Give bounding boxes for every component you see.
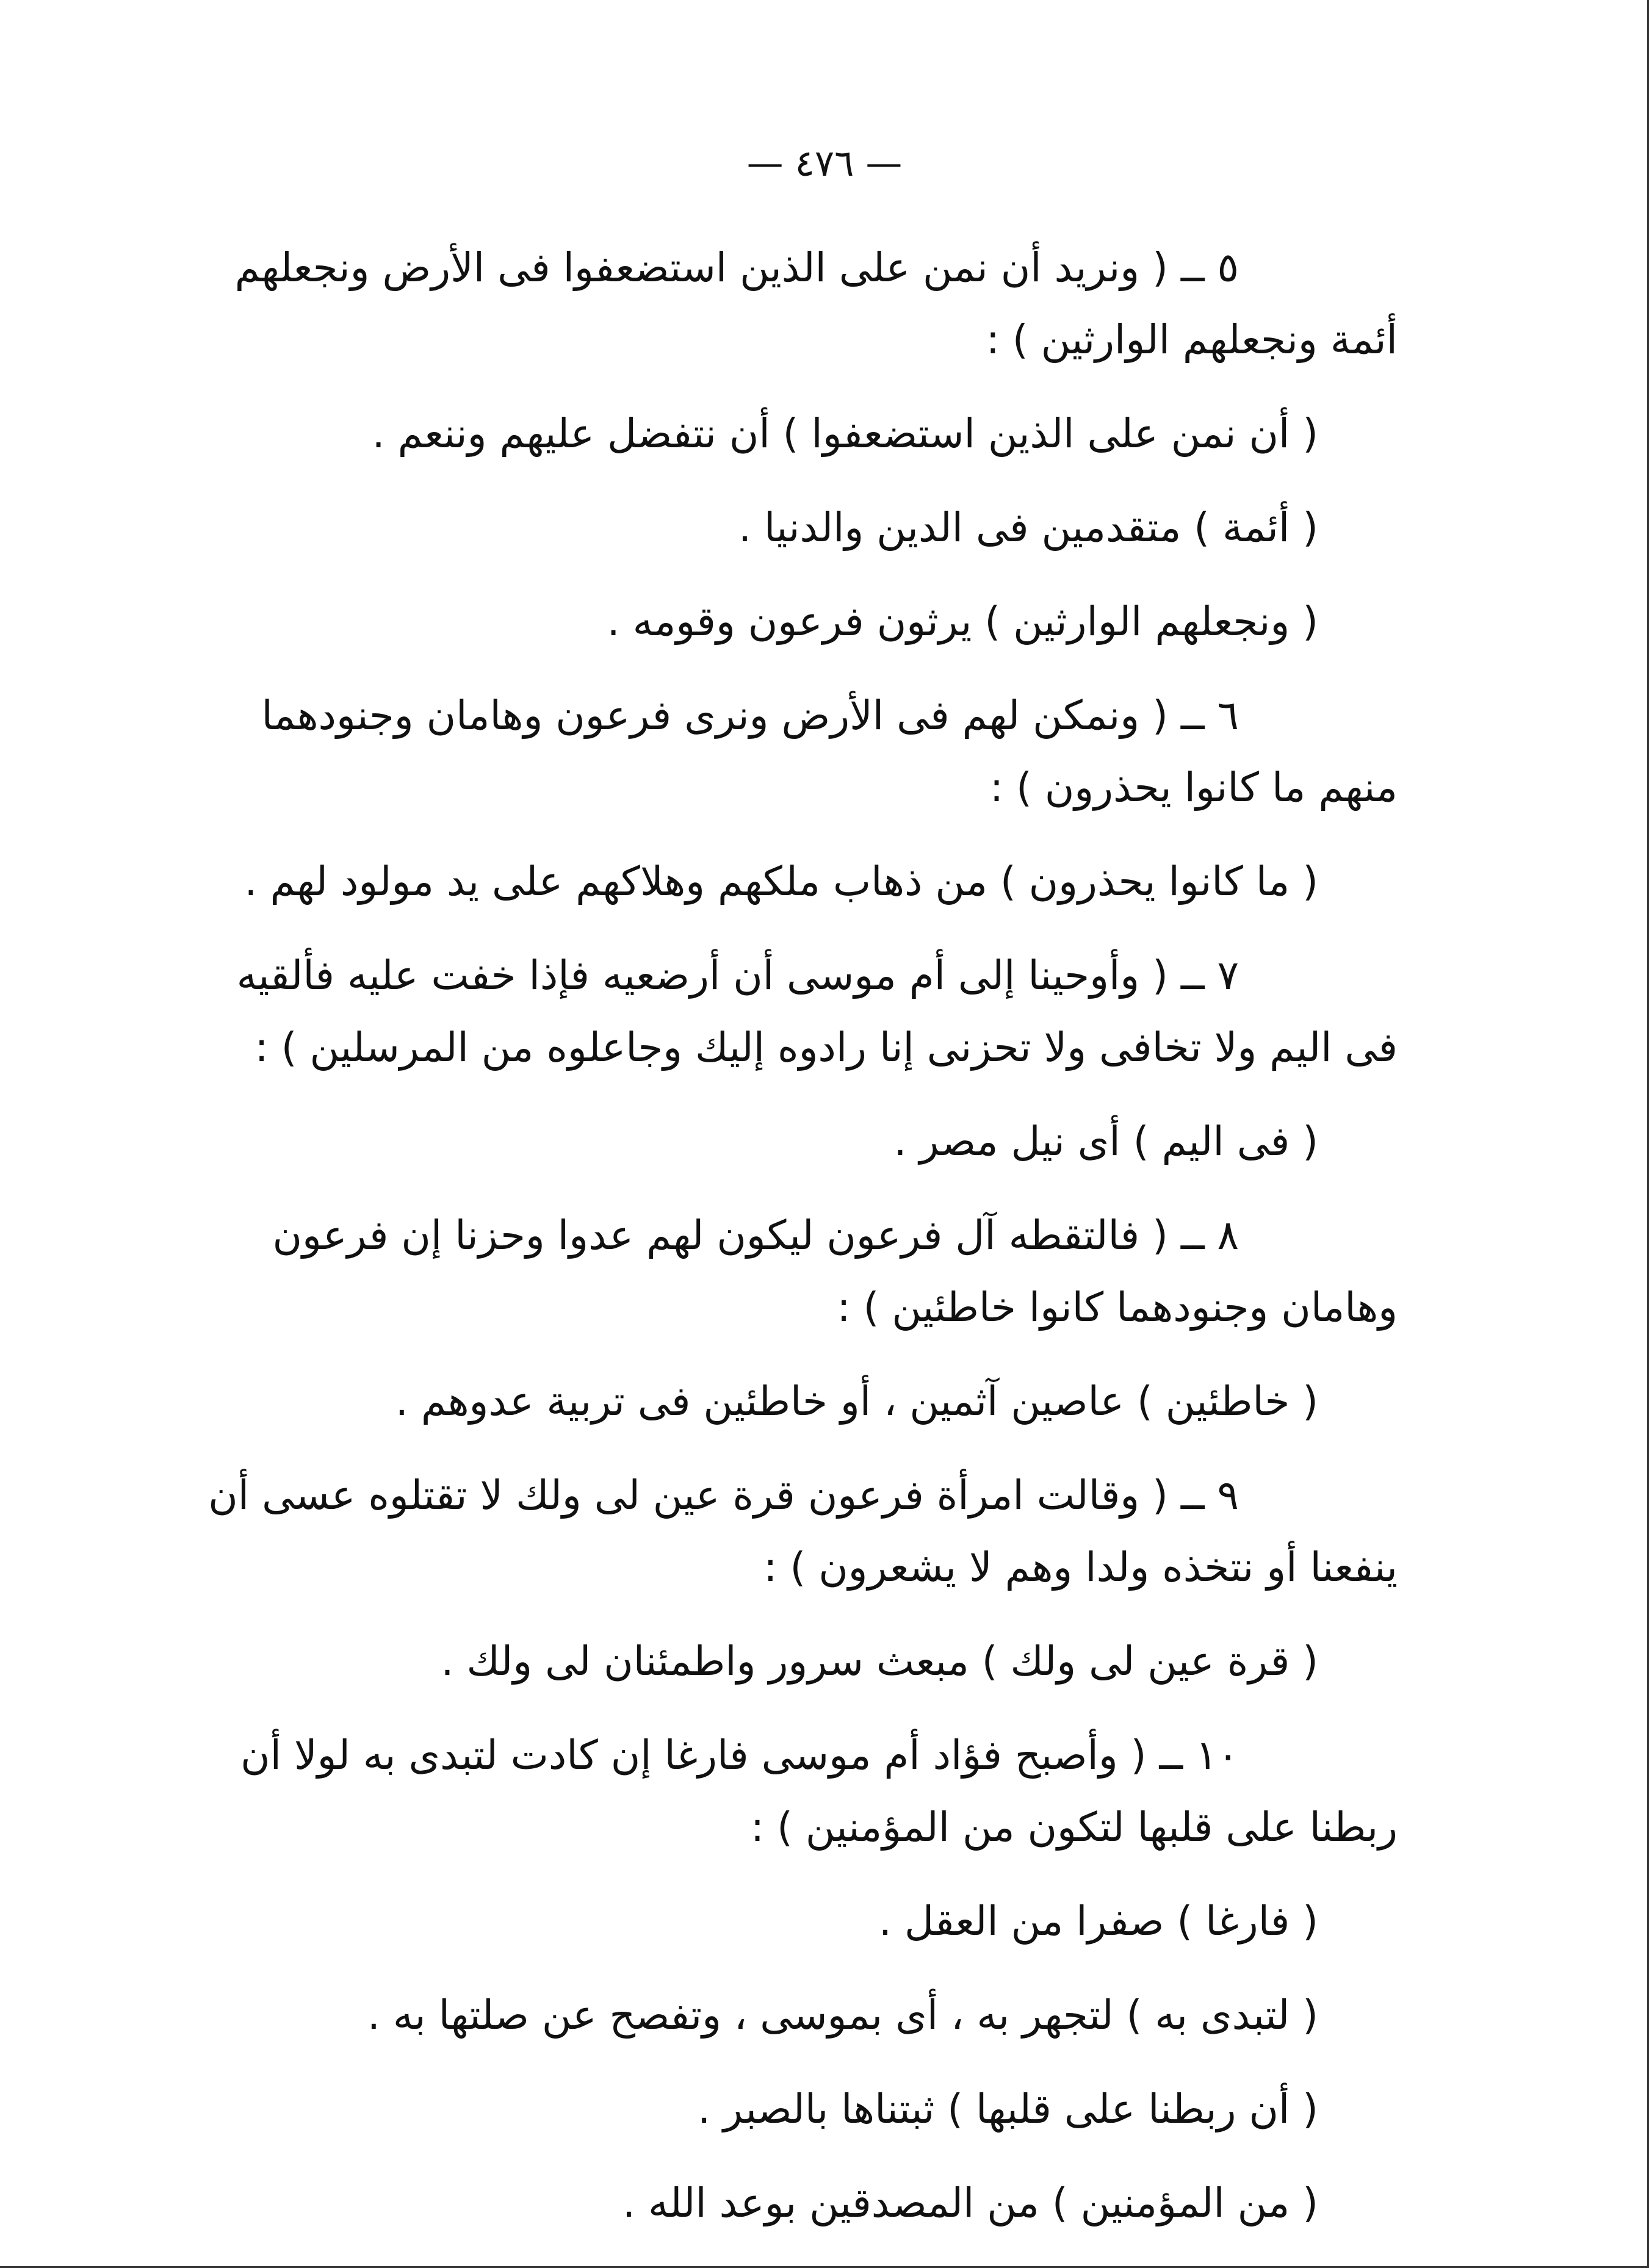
verse-10: ١٠ ــ ( وأصبح فؤاد أم موسى فارغا إن كادت لتبدى به لولا أن ربطنا على قلبها لتكون من المؤمنين ) : [240, 1732, 1398, 1851]
gloss-9-a: ( قرة عين لى ولك ) مبعث سرور واطمئنان لى ولك . [441, 1638, 1318, 1685]
gloss-7-a: ( فى اليم ) أى نيل مصر . [893, 1118, 1318, 1165]
gloss-6-a: ( ما كانوا يحذرون ) من ذهاب ملكهم وهلاكهم على يد مولود لهم . [244, 858, 1318, 905]
page-body [183, 232, 1398, 2261]
gloss-5-a: ( أن نمن على الذين استضعفوا ) أن نتفضل عليهم وننعم . [372, 410, 1318, 457]
verse-7: ٧ ــ ( وأوحينا إلى أم موسى أن أرضعيه فإذا خفت عليه فألقيه فى اليم ولا تخافى ولا تحزنى إنا رادوه إليك وجاعلوه من المرسلين ) : [236, 952, 1398, 1071]
gloss-5-b: ( أئمة ) متقدمين فى الدين والدنيا . [738, 504, 1318, 551]
verse-5: ٥ ــ ( ونريد أن نمن على الذين استضعفوا فى الأرض ونجعلهم أئمة ونجعلهم الوارثين ) : [234, 244, 1398, 363]
gloss-10-d: ( من المؤمنين ) من المصدقين بوعد الله . [622, 2180, 1318, 2227]
verse-8: ٨ ــ ( فالتقطه آل فرعون ليكون لهم عدوا وحزنا إن فرعون وهامان وجنودهما كانوا خاطئين ) : [272, 1212, 1398, 1331]
verse-9: ٩ ــ ( وقالت امرأة فرعون قرة عين لى ولك لا تقتلوه عسى أن ينفعنا أو نتخذه ولدا وهم لا يشعرون ) : [208, 1472, 1398, 1591]
gloss-10-b: ( لتبدى به ) لتجهر به ، أى بموسى ، وتفصح عن صلتها به . [367, 1992, 1318, 2039]
verse-6: ٦ ــ ( ونمكن لهم فى الأرض ونرى فرعون وهامان وجنودهما منهم ما كانوا يحذرون ) : [261, 692, 1398, 811]
gloss-8-a: ( خاطئين ) عاصين آثمين ، أو خاطئين فى تربية عدوهم . [395, 1378, 1318, 1425]
gloss-10-a: ( فارغا ) صفرا من العقل . [879, 1898, 1318, 1945]
gloss-5-c: ( ونجعلهم الوارثين ) يرثون فرعون وقومه . [607, 598, 1318, 645]
gloss-10-c: ( أن ربطنا على قلبها ) ثبتناها بالصبر . [698, 2086, 1318, 2133]
page-number: — ٤٧٦ — [746, 142, 903, 185]
